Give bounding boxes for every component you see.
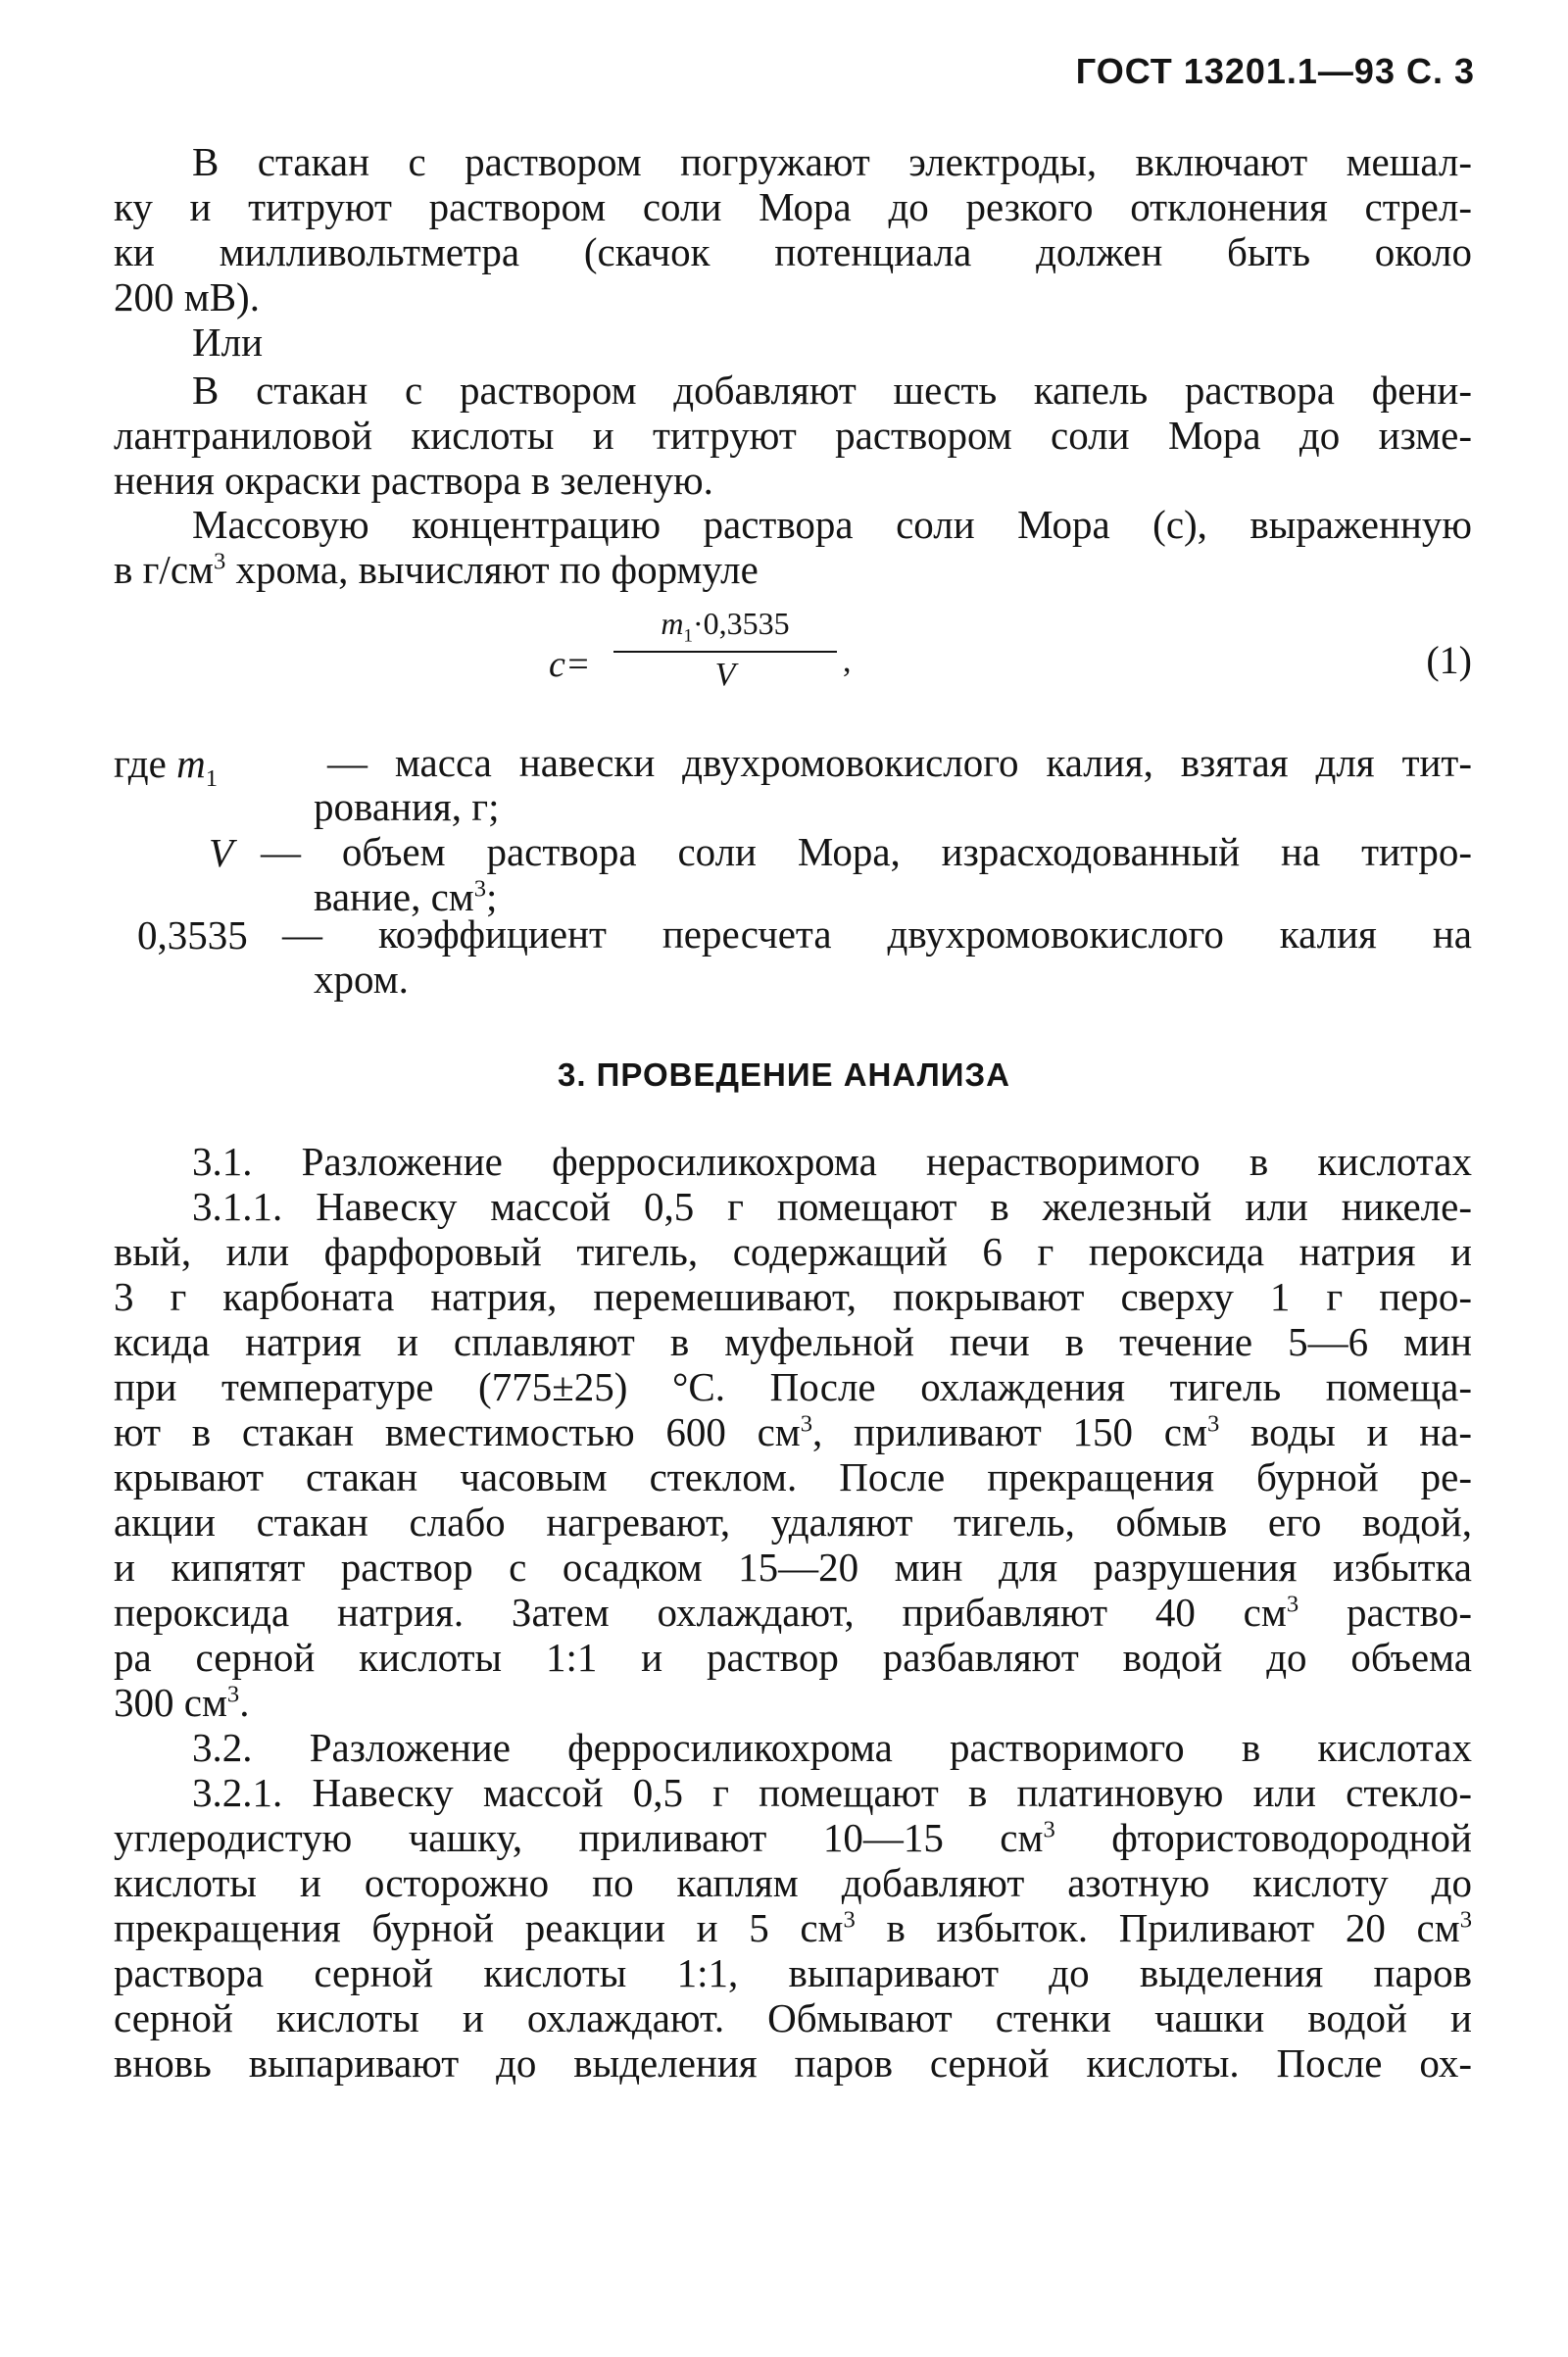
subsection-title: 3.1. Разложение ферросиликохрома нерастворимого в кислотах [192, 1139, 1472, 1184]
formula-denominator: V [714, 657, 736, 693]
paragraph-line: 3.1.1. Навеску массой 0,5 г помещают в железный или никеле- [192, 1184, 1472, 1229]
formula-lhs: c= [549, 644, 591, 685]
paragraph-line: ксида натрия и сплавляют в муфельной печи в течение 5—6 мин [114, 1319, 1472, 1364]
section-title: 3. ПРОВЕДЕНИЕ АНАЛИЗА [557, 1056, 1011, 1093]
paragraph-line: нения окраски раствора в зеленую. [114, 458, 713, 503]
running-head: ГОСТ 13201.1—93 С. 3 [1075, 51, 1475, 91]
legend-where: где $m_1$ [114, 741, 218, 793]
legend-m1-line: рования, г; [314, 784, 500, 829]
paragraph-line: 3 г карбоната натрия, перемешивают, покрывают сверху 1 г перо- [114, 1274, 1472, 1319]
legend-v-var: V [209, 830, 234, 875]
subsection-title: 3.2. Разложение ферросиликохрома растворимого в кислотах [192, 1725, 1472, 1770]
paragraph-line: В стакан с раствором добавляют шесть капель раствора фени- [192, 368, 1472, 413]
legend-v-line: — объем раствора соли Мора, израсходованный на титро- [261, 829, 1472, 874]
paragraph-line: серной кислоты и охлаждают. Обмывают стенки чашки водой и [114, 1995, 1472, 2040]
or-line: Или [192, 319, 264, 365]
formula-comma: , [843, 643, 852, 679]
paragraph-line: лантраниловой кислоты и титруют раствором соли Мора до изме- [114, 413, 1472, 458]
legend-coefficient-key: 0,3535 [137, 912, 248, 958]
legend-m1-line: — масса навески двухромовокислого калия, взятая для тит- [327, 740, 1472, 785]
paragraph-line: при температуре (775±25) °С. После охлаждения тигель помеща- [114, 1364, 1472, 1409]
paragraph-line: кислоты и осторожно по каплям добавляют азотную кислоту до [114, 1860, 1472, 1905]
legend-coefficient-line: хром. [314, 957, 409, 1002]
paragraph-line: вновь выпаривают до выделения паров серной кислоты. После ох- [114, 2040, 1472, 2086]
paragraph-line: пероксида натрия. Затем охлаждают, прибавляют 40 $см^3$ раство- [114, 1590, 1473, 1635]
paragraph-line: ку и титруют раствором соли Мора до резкого отклонения стрел- [114, 184, 1472, 229]
paragraph-line: вый, или фарфоровый тигель, содержащий 6 г пероксида натрия и [114, 1229, 1472, 1274]
paragraph-line: акции стакан слабо нагревают, удаляют тигель, обмыв его водой, [114, 1499, 1472, 1545]
paragraph-line: ра серной кислоты 1:1 и раствор разбавляют водой до объема [114, 1635, 1472, 1680]
fraction-bar [613, 651, 837, 653]
formula-1 [549, 606, 862, 704]
paragraph-line: В стакан с раствором погружают электроды, включают мешал- [192, 139, 1472, 184]
paragraph-line: 300 $см^3$. [114, 1680, 250, 1725]
paragraph-line: прекращения бурной реакции и 5 $см^3$ в избыток. Приливают 20 $см^3$ [114, 1905, 1472, 1950]
paragraph-line: 3.2.1. Навеску массой 0,5 г помещают в платиновую или стекло- [192, 1770, 1472, 1815]
legend-coefficient-line: — коэффициент пересчета двухромовокислого калия на [282, 911, 1472, 957]
formula-numerator: $m_1\cdot 0,3535$ [661, 606, 790, 647]
paragraph-line: ки милливольтметра (скачок потенциала должен быть около [114, 229, 1472, 274]
paragraph-line: Массовую концентрацию раствора соли Мора (c), выраженную [192, 502, 1472, 547]
paragraph-line: углеродистую чашку, приливают 10—15 $см^3$ фтористоводородной [114, 1815, 1473, 1860]
paragraph-line: раствора серной кислоты 1:1, выпаривают до выделения паров [114, 1950, 1472, 1995]
paragraph-line: в $г/см^3$ хрома, вычисляют по формуле [114, 547, 759, 592]
paragraph-line: крывают стакан часовым стеклом. После прекращения бурной ре- [114, 1454, 1472, 1499]
legend-v-line: вание, $см^3$; [314, 874, 498, 919]
paragraph-line: и кипятят раствор с осадком 15—20 мин для разрушения избытка [114, 1545, 1472, 1590]
paragraph-line: ют в стакан вместимостью 600 $см^3$, приливают 150 $см^3$ воды и на- [114, 1409, 1472, 1454]
equation-number: (1) [1426, 638, 1472, 682]
paragraph-line: 200 мВ). [114, 274, 260, 319]
